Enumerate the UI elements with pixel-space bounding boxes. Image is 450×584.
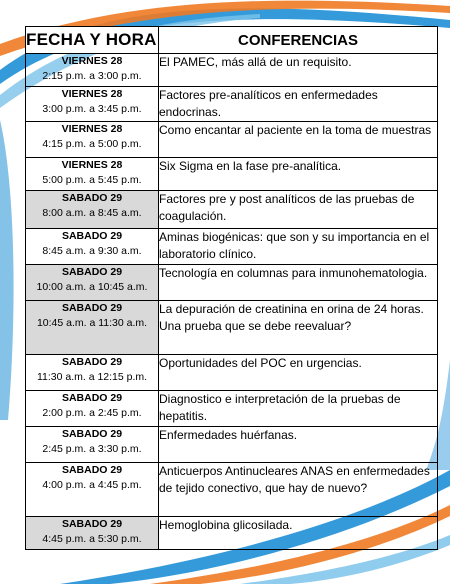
conference-title: Six Sigma en la fase pre-analítica.: [159, 158, 438, 191]
date-cell: [26, 191, 159, 229]
header-fecha-y-hora: FECHA Y HORA: [26, 27, 159, 54]
day-label: SABADO 29: [61, 192, 123, 204]
conference-title: Oportunidades del POC en urgencias.: [159, 355, 438, 391]
day-label: SABADO 29: [61, 230, 123, 242]
date-cell: [26, 229, 159, 265]
table-header-row: [26, 27, 438, 54]
conference-title: Anticuerpos Antinucleares ANAS en enfermedades de tejido conectivo, que hay de nuevo?: [159, 463, 438, 517]
day-label: VIERNES 28: [61, 123, 123, 135]
day-label: SABADO 29: [61, 392, 123, 404]
conference-title: La depuración de creatinina en orina de 24 horas. Una prueba que se debe reevaluar?: [159, 301, 438, 355]
time-range: 3:00 p.m. a 3:45 p.m.: [42, 103, 142, 115]
date-cell: [26, 54, 159, 87]
date-cell: [26, 463, 159, 517]
left-blue-swoosh: [0, 120, 14, 420]
table-row: [26, 301, 438, 355]
date-cell: [26, 355, 159, 391]
time-range: 2:00 p.m. a 2:45 p.m.: [42, 407, 142, 419]
time-range: 8:45 a.m. a 9:30 a.m.: [42, 245, 142, 257]
day-label: SABADO 29: [61, 428, 123, 440]
conference-title: Enfermedades huérfanas.: [159, 427, 438, 463]
day-label: SABADO 29: [61, 464, 123, 476]
date-cell: [26, 122, 159, 158]
day-label: SABADO 29: [61, 518, 123, 530]
day-label: VIERNES 28: [61, 88, 123, 100]
table-row: [26, 463, 438, 517]
date-cell: [26, 158, 159, 191]
conference-schedule-table: [25, 26, 438, 550]
day-label: VIERNES 28: [61, 55, 123, 67]
day-label: VIERNES 28: [61, 159, 123, 171]
conference-title: Diagnostico e interpretación de la pruebas de hepatitis.: [159, 391, 438, 427]
table-row: [26, 54, 438, 87]
time-range: 5:00 p.m. a 5:45 p.m.: [42, 174, 142, 186]
conference-title: Hemoglobina glicosilada.: [159, 517, 438, 550]
table-row: [26, 191, 438, 229]
table-row: [26, 87, 438, 122]
conference-title: Factores pre-analíticos en enfermedades endocrinas.: [159, 87, 438, 122]
table-row: [26, 265, 438, 301]
time-range: 4:45 p.m. a 5:30 p.m.: [42, 533, 142, 545]
time-range: 4:15 p.m. a 5:00 p.m.: [42, 138, 142, 150]
table-row: [26, 122, 438, 158]
day-label: SABADO 29: [61, 356, 123, 368]
date-cell: [26, 265, 159, 301]
header-conferencias: CONFERENCIAS: [159, 27, 438, 54]
day-label: SABADO 29: [61, 302, 123, 314]
date-cell: [26, 391, 159, 427]
conference-title: Factores pre y post analíticos de las pruebas de coagulación.: [159, 191, 438, 229]
table-row: [26, 391, 438, 427]
date-cell: [26, 427, 159, 463]
time-range: 8:00 a.m. a 8:45 a.m.: [42, 207, 142, 219]
date-cell: [26, 87, 159, 122]
table-row: [26, 229, 438, 265]
time-range: 4:00 p.m. a 4:45 p.m.: [42, 479, 142, 491]
conference-title: Aminas biogénicas: que son y su importancia en el laboratorio clínico.: [159, 229, 438, 265]
time-range: 11:30 a.m. a 12:15 p.m.: [36, 371, 148, 383]
table-row: [26, 517, 438, 550]
date-cell: [26, 301, 159, 355]
time-range: 2:15 p.m. a 3:00 p.m.: [42, 70, 142, 82]
day-label: SABADO 29: [61, 266, 123, 278]
time-range: 2:45 p.m. a 3:30 p.m.: [42, 443, 142, 455]
table-row: [26, 355, 438, 391]
conference-title: Tecnología en columnas para inmunohematologia.: [159, 265, 438, 301]
table-row: [26, 158, 438, 191]
table-row: [26, 427, 438, 463]
conference-title: El PAMEC, más allá de un requisito.: [159, 54, 438, 87]
conference-title: Como encantar al paciente en la toma de muestras: [159, 122, 438, 158]
time-range: 10:45 a.m. a 11:30 a.m.: [36, 317, 148, 329]
date-cell: [26, 517, 159, 550]
time-range: 10:00 a.m. a 10:45 a.m.: [36, 281, 148, 293]
